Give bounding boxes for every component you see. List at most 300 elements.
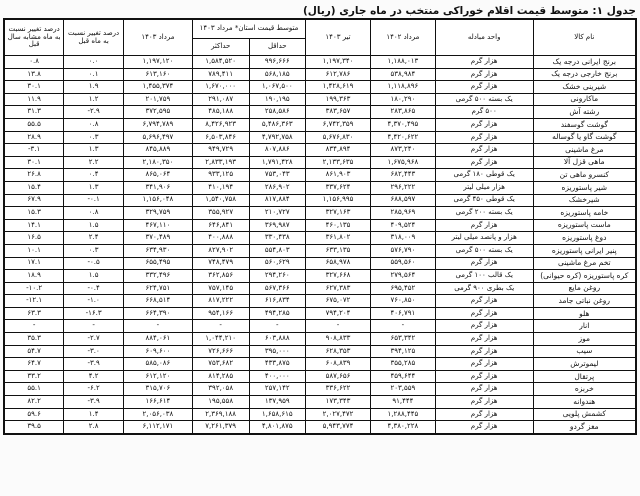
- cell-unit: یک بطری ۹۰۰ گرمی: [435, 282, 533, 295]
- cell-min: ۳۶۹,۹۸۷: [249, 219, 306, 232]
- cell-max: ۱۹۵,۵۵۸: [192, 396, 249, 409]
- cell-pm: -۳.۹: [64, 396, 124, 409]
- cell-tir1403: ۶۵۸,۹۷۸: [306, 257, 371, 270]
- cell-unit: هزار گرم: [435, 408, 533, 421]
- cell-m1403: -: [123, 320, 192, 333]
- header-tir-1403: تیر ۱۴۰۳: [306, 19, 371, 56]
- cell-unit: یک قالب ۱۰۰ گرمی: [435, 270, 533, 283]
- cell-min: ۴۹۴,۲۸۵: [249, 307, 306, 320]
- cell-unit: یک بسته ۵۰۰ گرمی: [435, 244, 533, 257]
- header-pct-prev-month: درصد تغییر نسبت به ماه قبل: [64, 19, 124, 56]
- cell-py: ۱۴.۱: [4, 219, 64, 232]
- cell-m1403: ۶۶۴,۳۹۰: [123, 307, 192, 320]
- table-row: [4, 56, 636, 69]
- header-mordad-1402: مرداد ۱۴۰۲: [370, 19, 435, 56]
- cell-tir1403: ۶۰۸,۸۳۹: [306, 358, 371, 371]
- cell-min: ۵۶۰,۶۲۹: [249, 257, 306, 270]
- cell-tir1403: ۶۲۸,۳۵۳: [306, 345, 371, 358]
- cell-m1403: ۱,۱۵۶,۰۴۸: [123, 194, 192, 207]
- cell-unit: هزار گرم: [435, 396, 533, 409]
- cell-pm: ۲.۴: [64, 232, 124, 245]
- table-row: [4, 345, 636, 358]
- cell-min: -: [249, 320, 306, 333]
- cell-m1402: ۴۵۹,۶۴۴: [370, 370, 435, 383]
- cell-tir1403: ۷۹۴,۲۰۴: [306, 307, 371, 320]
- cell-min: ۱۹۰,۱۹۵: [249, 93, 306, 106]
- cell-m1403: ۵۸۵,۰۸۶: [123, 358, 192, 371]
- cell-item: شیرینی خشک: [533, 81, 636, 94]
- header-unit: واحد مبادله: [435, 19, 533, 56]
- table-row: [4, 408, 636, 421]
- cell-py: ۱۳.۸: [4, 68, 64, 81]
- cell-max: ۹۳۳,۱۲۵: [192, 169, 249, 182]
- table-row: [4, 421, 636, 434]
- cell-item: کشمش پلویی: [533, 408, 636, 421]
- cell-m1403: ۶۳۴,۹۳۰: [123, 244, 192, 257]
- cell-py: -: [4, 320, 64, 333]
- cell-min: ۱,۰۶۷,۵۰۰: [249, 81, 306, 94]
- food-prices-table: [3, 18, 637, 435]
- cell-item: رشته آش: [533, 106, 636, 119]
- cell-unit: هزار گرم: [435, 307, 533, 320]
- table-row: [4, 81, 636, 94]
- cell-pm: ۰.۸: [64, 207, 124, 220]
- table-caption: جدول ۱: متوسط قیمت اقلام خوراکی منتخب در ماه جاری (ریال): [302, 5, 636, 17]
- cell-m1402: -: [370, 320, 435, 333]
- cell-m1402: ۴,۳۷۰,۴۹۵: [370, 118, 435, 131]
- cell-py: ۲۶.۸: [4, 169, 64, 182]
- cell-item: هندوانه: [533, 396, 636, 409]
- cell-max: ۷۸۹,۴۱۱: [192, 68, 249, 81]
- cell-m1403: ۱۶۶,۶۱۴: [123, 396, 192, 409]
- cell-unit: هزار گرم: [435, 421, 533, 434]
- cell-m1403: ۲۰۱,۷۵۹: [123, 93, 192, 106]
- cell-unit: ۵۰۰ گرم: [435, 106, 533, 119]
- cell-unit: هزار گرم: [435, 370, 533, 383]
- cell-max: ۷۴۸,۴۷۹: [192, 257, 249, 270]
- cell-m1403: ۲,۰۵۶,۰۳۸: [123, 408, 192, 421]
- cell-m1403: ۶۱۲,۱۲۰: [123, 370, 192, 383]
- cell-m1403: ۶۲۴,۷۵۱: [123, 282, 192, 295]
- cell-max: ۱,۰۴۴,۲۱۰: [192, 333, 249, 346]
- cell-unit: هزار گرم: [435, 81, 533, 94]
- table-row: [4, 257, 636, 270]
- cell-m1403: ۳۴۱,۹۰۶: [123, 181, 192, 194]
- header-pct-same-month-last-year: درصد تغییر نسبت به ماه مشابه سال قبل: [4, 19, 64, 56]
- cell-min: ۳۳۰,۴۳۸: [249, 232, 306, 245]
- cell-m1403: ۶۱۳,۱۶۰: [123, 68, 192, 81]
- cell-py: ۶۷.۹: [4, 194, 64, 207]
- header-item: نام کالا: [533, 19, 636, 56]
- cell-pm: ۱.۳: [64, 181, 124, 194]
- cell-pm: -۰.۵: [64, 257, 124, 270]
- cell-tir1403: ۱,۴۲۸,۶۱۹: [306, 81, 371, 94]
- header-mordad-1403: مرداد ۱۴۰۳: [123, 19, 192, 56]
- cell-m1403: ۴۶۷,۱۱۰: [123, 219, 192, 232]
- cell-min: ۱,۷۹۱,۴۲۸: [249, 156, 306, 169]
- cell-min: ۴,۸۰۱,۸۷۵: [249, 421, 306, 434]
- cell-py: ۶۴.۷: [4, 358, 64, 371]
- cell-m1402: ۱,۶۷۵,۹۶۸: [370, 156, 435, 169]
- cell-py: ۱۶.۵: [4, 232, 64, 245]
- cell-tir1403: ۵,۹۴۳,۷۷۴: [306, 421, 371, 434]
- cell-unit: هزار میلی لیتر: [435, 181, 533, 194]
- cell-pm: -: [64, 320, 124, 333]
- cell-pm: ۲.۲: [64, 156, 124, 169]
- cell-m1402: ۱۸۰,۲۹۰: [370, 93, 435, 106]
- cell-tir1403: ۶۷۵,۰۷۲: [306, 295, 371, 308]
- cell-max: ۳۹۲,۰۵۸: [192, 383, 249, 396]
- cell-item: ماکارونی: [533, 93, 636, 106]
- cell-tir1403: ۶۳۳,۱۳۵: [306, 244, 371, 257]
- cell-min: ۴۰۰,۰۰۰: [249, 370, 306, 383]
- cell-pm: -۲.۹: [64, 106, 124, 119]
- cell-unit: هزار گرم: [435, 156, 533, 169]
- cell-m1403: ۸۸۴,۰۶۱: [123, 333, 192, 346]
- table-row: [4, 244, 636, 257]
- cell-max: ۲۹۱,۰۸۷: [192, 93, 249, 106]
- cell-min: ۵۵۴,۸۰۳: [249, 244, 306, 257]
- cell-min: ۳۹۵,۰۰۰: [249, 345, 306, 358]
- cell-m1403: ۶,۱۱۲,۱۷۱: [123, 421, 192, 434]
- cell-item: پرتقال: [533, 370, 636, 383]
- cell-py: ۳۰.۱: [4, 156, 64, 169]
- cell-tir1403: -: [306, 320, 371, 333]
- cell-item: ماست پاستوریزه: [533, 219, 636, 232]
- cell-min: ۲۵۷,۱۴۲: [249, 383, 306, 396]
- cell-pm: ۴.۲: [64, 370, 124, 383]
- cell-tir1403: ۸۶۱,۹۰۳: [306, 169, 371, 182]
- cell-max: ۸۱۴,۲۸۵: [192, 370, 249, 383]
- cell-item: هلو: [533, 307, 636, 320]
- cell-m1403: ۱,۴۵۵,۳۷۴: [123, 81, 192, 94]
- cell-min: ۸۰۷,۸۸۶: [249, 144, 306, 157]
- cell-py: ۵۵.۱: [4, 383, 64, 396]
- cell-max: ۶,۵۰۳,۸۴۶: [192, 131, 249, 144]
- table-row: [4, 68, 636, 81]
- cell-max: -: [192, 320, 249, 333]
- cell-pm: ۱.۲: [64, 93, 124, 106]
- cell-tir1403: ۳۸۳,۶۵۷: [306, 106, 371, 119]
- cell-max: ۶۴۶,۸۴۱: [192, 219, 249, 232]
- cell-unit: یک قوطی ۴۵۰ گرمی: [435, 194, 533, 207]
- cell-tir1403: ۹۰۸,۸۳۳: [306, 333, 371, 346]
- cell-py: ۳۵.۳: [4, 333, 64, 346]
- cell-m1402: ۲۸۵,۹۶۹: [370, 207, 435, 220]
- cell-m1403: ۸۴۵,۸۸۹: [123, 144, 192, 157]
- cell-tir1403: ۶۱۲,۷۸۶: [306, 68, 371, 81]
- cell-item: مغز گردو: [533, 421, 636, 434]
- cell-item: گوشت گوسفند: [533, 118, 636, 131]
- cell-m1402: ۵۳۸,۹۸۴: [370, 68, 435, 81]
- cell-pm: -۰.۴: [64, 282, 124, 295]
- cell-m1402: ۶۹۵,۴۵۲: [370, 282, 435, 295]
- cell-max: ۸,۴۲۶,۹۲۳: [192, 118, 249, 131]
- cell-py: ۸۲.۲: [4, 396, 64, 409]
- cell-m1402: ۳۱۸,۰۰۹: [370, 232, 435, 245]
- cell-m1402: ۲۷۹,۵۶۴: [370, 270, 435, 283]
- cell-m1403: ۲,۱۸۰,۳۵۰: [123, 156, 192, 169]
- cell-unit: هزار گرم: [435, 68, 533, 81]
- cell-unit: یک بسته ۲۰۰ گرمی: [435, 207, 533, 220]
- cell-m1403: ۶,۷۹۴,۷۸۹: [123, 118, 192, 131]
- cell-item: مرغ ماشینی: [533, 144, 636, 157]
- cell-unit: هزار گرم: [435, 320, 533, 333]
- table-row: [4, 106, 636, 119]
- cell-pm: ۲.۸: [64, 421, 124, 434]
- cell-max: ۴۰۰,۸۸۸: [192, 232, 249, 245]
- cell-unit: هزار گرم: [435, 333, 533, 346]
- cell-pm: -۱۶.۳: [64, 307, 124, 320]
- table-row: [4, 194, 636, 207]
- cell-max: ۹۴۹,۷۲۹: [192, 144, 249, 157]
- cell-item: روغن مایع: [533, 282, 636, 295]
- cell-item: روغن نباتی جامد: [533, 295, 636, 308]
- cell-py: ۱۵.۳: [4, 207, 64, 220]
- cell-m1402: ۳۹۴,۱۲۵: [370, 345, 435, 358]
- cell-tir1403: ۳۳۷,۶۲۴: [306, 181, 371, 194]
- cell-min: ۲۵۸,۵۸۶: [249, 106, 306, 119]
- cell-pm: -۱.۰: [64, 295, 124, 308]
- cell-pm: ۱.۹: [64, 81, 124, 94]
- table-row: [4, 358, 636, 371]
- cell-pm: -۰.۱: [64, 194, 124, 207]
- cell-item: شیرخشک: [533, 194, 636, 207]
- cell-unit: هزار گرم: [435, 345, 533, 358]
- table-row: [4, 219, 636, 232]
- cell-m1402: ۸۷۳,۲۴۰: [370, 144, 435, 157]
- cell-py: ۳۹.۵: [4, 421, 64, 434]
- cell-min: ۱۳۷,۹۵۹: [249, 396, 306, 409]
- cell-max: ۴۱۰,۱۹۴: [192, 181, 249, 194]
- cell-py: ۵۵.۵: [4, 118, 64, 131]
- cell-m1402: ۴,۴۲۰,۶۲۲: [370, 131, 435, 144]
- cell-max: ۱,۶۷۰,۰۰۰: [192, 81, 249, 94]
- cell-max: ۳۶۲,۸۵۶: [192, 270, 249, 283]
- cell-m1403: ۳۳۲,۴۹۶: [123, 270, 192, 283]
- table-row: [4, 232, 636, 245]
- cell-m1403: ۸۶۵,۰۶۴: [123, 169, 192, 182]
- table-row: [4, 383, 636, 396]
- cell-py: ۱۰.۱: [4, 244, 64, 257]
- cell-tir1403: ۲,۱۳۳,۶۳۵: [306, 156, 371, 169]
- cell-item: تخم مرغ ماشینی: [533, 257, 636, 270]
- cell-unit: هزار گرم: [435, 383, 533, 396]
- cell-unit: هزار گرم: [435, 56, 533, 69]
- cell-min: ۴,۷۹۲,۷۵۸: [249, 131, 306, 144]
- cell-unit: هزار گرم: [435, 257, 533, 270]
- cell-m1402: ۵۵۹,۵۶۰: [370, 257, 435, 270]
- cell-m1403: ۳۱۵,۷۰۶: [123, 383, 192, 396]
- cell-min: ۶۰۳,۸۸۸: [249, 333, 306, 346]
- cell-min: ۷۵۳,۰۴۳: [249, 169, 306, 182]
- cell-m1402: ۶۸۲,۴۴۳: [370, 169, 435, 182]
- table-body: [4, 56, 636, 434]
- cell-item: گوشت گاو یا گوساله: [533, 131, 636, 144]
- cell-m1402: ۱,۱۱۸,۸۹۶: [370, 81, 435, 94]
- cell-min: ۲۸۶,۹۰۲: [249, 181, 306, 194]
- cell-item: برنج ایرانی درجه یک: [533, 56, 636, 69]
- table-row: [4, 181, 636, 194]
- cell-unit: هزار گرم: [435, 118, 533, 131]
- cell-pm: ۰.۸: [64, 118, 124, 131]
- cell-unit: هزار و پانصد میلی لیتر: [435, 232, 533, 245]
- cell-m1403: ۶۰۹,۶۰۰: [123, 345, 192, 358]
- table-row: [4, 307, 636, 320]
- cell-pm: -۶.۲: [64, 383, 124, 396]
- cell-tir1403: ۵,۶۷۶,۸۳۰: [306, 131, 371, 144]
- table-row: [4, 396, 636, 409]
- cell-m1403: ۶۶۸,۵۱۴: [123, 295, 192, 308]
- table-row: [4, 93, 636, 106]
- cell-m1402: ۴۰۹,۵۲۴: [370, 219, 435, 232]
- cell-py: ۱۵.۴: [4, 181, 64, 194]
- cell-py: ۳۱.۳: [4, 106, 64, 119]
- cell-tir1403: ۶,۷۴۲,۳۵۹: [306, 118, 371, 131]
- cell-py: ۱۷.۱: [4, 257, 64, 270]
- cell-tir1403: ۱,۱۵۶,۹۹۵: [306, 194, 371, 207]
- cell-py: -۱۰.۲: [4, 282, 64, 295]
- cell-min: ۵۶۸,۱۸۵: [249, 68, 306, 81]
- cell-tir1403: ۱,۱۹۷,۳۴۰: [306, 56, 371, 69]
- cell-py: -۱۲.۱: [4, 295, 64, 308]
- cell-min: ۸۱۷,۸۸۴: [249, 194, 306, 207]
- cell-item: شیر پاستوریزه: [533, 181, 636, 194]
- cell-max: ۷۵۷,۱۴۵: [192, 282, 249, 295]
- cell-pm: ۱.۳: [64, 144, 124, 157]
- cell-max: ۸۲۷,۹۰۲: [192, 244, 249, 257]
- cell-item: سیب: [533, 345, 636, 358]
- cell-item: پنیر ایرانی پاستوریزه: [533, 244, 636, 257]
- cell-unit: یک بسته ۵۰۰ گرمی: [435, 93, 533, 106]
- cell-unit: هزار گرم: [435, 219, 533, 232]
- cell-m1403: ۱,۱۹۷,۱۲۰: [123, 56, 192, 69]
- cell-unit: هزار گرم: [435, 295, 533, 308]
- cell-min: ۹۹۶,۶۶۶: [249, 56, 306, 69]
- cell-tir1403: ۳۲۷,۱۶۳: [306, 207, 371, 220]
- table-row: [4, 118, 636, 131]
- cell-tir1403: ۳۲۷,۶۶۸: [306, 270, 371, 283]
- cell-max: ۱,۵۸۴,۵۲۰: [192, 56, 249, 69]
- table-row: [4, 270, 636, 283]
- cell-pm: ۰.۳: [64, 244, 124, 257]
- cell-unit: هزار گرم: [435, 144, 533, 157]
- table-row: [4, 131, 636, 144]
- cell-tir1403: ۳۳۶,۶۲۲: [306, 383, 371, 396]
- cell-m1402: ۱,۲۸۸,۴۴۵: [370, 408, 435, 421]
- cell-item: انار: [533, 320, 636, 333]
- cell-m1402: ۲۰۳,۵۵۹: [370, 383, 435, 396]
- cell-py: ۰.۸: [4, 56, 64, 69]
- table-row: [4, 144, 636, 157]
- cell-unit: هزار گرم: [435, 358, 533, 371]
- cell-pm: -۲.۷: [64, 333, 124, 346]
- table-row: [4, 207, 636, 220]
- cell-min: ۴۳۳,۸۷۵: [249, 358, 306, 371]
- cell-item: ماهی قزل آلا: [533, 156, 636, 169]
- cell-py: ۱۱.۹: [4, 93, 64, 106]
- cell-pm: ۰.۳: [64, 131, 124, 144]
- cell-py: ۵۴.۷: [4, 345, 64, 358]
- table-row: [4, 320, 636, 333]
- cell-max: ۷۵۳,۶۸۲: [192, 358, 249, 371]
- cell-item: کنسرو ماهی تن: [533, 169, 636, 182]
- cell-max: ۲,۸۳۳,۱۹۳: [192, 156, 249, 169]
- header-max: حداکثر: [192, 39, 249, 56]
- cell-pm: ۱.۵: [64, 270, 124, 283]
- cell-m1403: ۶۵۵,۴۹۵: [123, 257, 192, 270]
- cell-item: برنج خارجی درجه یک: [533, 68, 636, 81]
- cell-item: کره پاستوریزه (کره حیوانی): [533, 270, 636, 283]
- cell-pm: -۳.۰: [64, 345, 124, 358]
- cell-py: ۵۹.۶: [4, 408, 64, 421]
- cell-max: ۴۸۵,۱۸۸: [192, 106, 249, 119]
- cell-min: ۲۱۰,۷۲۷: [249, 207, 306, 220]
- cell-m1403: ۳۷۲,۵۹۵: [123, 106, 192, 119]
- cell-m1402: ۲۹۶,۲۲۲: [370, 181, 435, 194]
- table-row: [4, 333, 636, 346]
- cell-max: ۷۲۶,۶۶۶: [192, 345, 249, 358]
- cell-max: ۲,۳۶۹,۱۸۸: [192, 408, 249, 421]
- cell-tir1403: ۴۶۰,۱۳۵: [306, 219, 371, 232]
- cell-m1402: ۳۵۵,۲۸۵: [370, 358, 435, 371]
- cell-min: ۵۶۷,۳۶۶: [249, 282, 306, 295]
- cell-max: ۸۱۷,۲۲۲: [192, 295, 249, 308]
- cell-tir1403: ۵۸۷,۶۵۶: [306, 370, 371, 383]
- table-row: [4, 169, 636, 182]
- cell-m1402: ۲۸۳,۸۶۵: [370, 106, 435, 119]
- cell-item: خامه پاستوریزه: [533, 207, 636, 220]
- cell-pm: ۰.۴: [64, 169, 124, 182]
- cell-pm: -۳.۹: [64, 358, 124, 371]
- table-row: [4, 295, 636, 308]
- table-row: [4, 370, 636, 383]
- cell-max: ۷,۲۶۱,۳۷۹: [192, 421, 249, 434]
- cell-min: ۲۹۴,۲۶۰: [249, 270, 306, 283]
- cell-max: ۱,۵۴۰,۷۵۸: [192, 194, 249, 207]
- cell-item: خربزه: [533, 383, 636, 396]
- cell-py: ۶۳.۳: [4, 307, 64, 320]
- cell-m1402: ۵۷۶,۷۹۰: [370, 244, 435, 257]
- cell-item: لیموترش: [533, 358, 636, 371]
- cell-min: ۱,۶۵۸,۶۱۵: [249, 408, 306, 421]
- cell-m1402: ۹۱,۴۴۴: [370, 396, 435, 409]
- cell-pm: ۱.۴: [64, 408, 124, 421]
- cell-py: ۳۰.۱: [4, 81, 64, 94]
- cell-pm: ۰.۰: [64, 56, 124, 69]
- cell-max: ۳۵۵,۹۲۷: [192, 207, 249, 220]
- cell-min: ۶۱۶,۸۳۴: [249, 295, 306, 308]
- cell-m1402: ۷۶۰,۸۵۰: [370, 295, 435, 308]
- cell-py: ۳۳.۲: [4, 370, 64, 383]
- cell-pm: ۱.۵: [64, 219, 124, 232]
- cell-m1403: ۵,۶۹۶,۴۹۷: [123, 131, 192, 144]
- cell-m1403: ۳۲۹,۷۵۹: [123, 207, 192, 220]
- cell-m1402: ۴۰۶,۷۹۱: [370, 307, 435, 320]
- cell-unit: هزار گرم: [435, 131, 533, 144]
- cell-py: ۱۸.۹: [4, 270, 64, 283]
- header-min: حداقل: [249, 39, 306, 56]
- cell-item: موز: [533, 333, 636, 346]
- cell-m1402: ۶۸۸,۵۹۷: [370, 194, 435, 207]
- cell-tir1403: ۶۲۷,۳۸۳: [306, 282, 371, 295]
- cell-tir1403: ۱۹۹,۳۶۳: [306, 93, 371, 106]
- cell-m1402: ۴,۳۸۰,۲۲۸: [370, 421, 435, 434]
- cell-m1403: ۳۷۰,۴۸۹: [123, 232, 192, 245]
- cell-m1402: ۶۵۳,۳۴۲: [370, 333, 435, 346]
- cell-py: ۲۸.۹: [4, 131, 64, 144]
- cell-tir1403: ۳۶۱,۸۰۲: [306, 232, 371, 245]
